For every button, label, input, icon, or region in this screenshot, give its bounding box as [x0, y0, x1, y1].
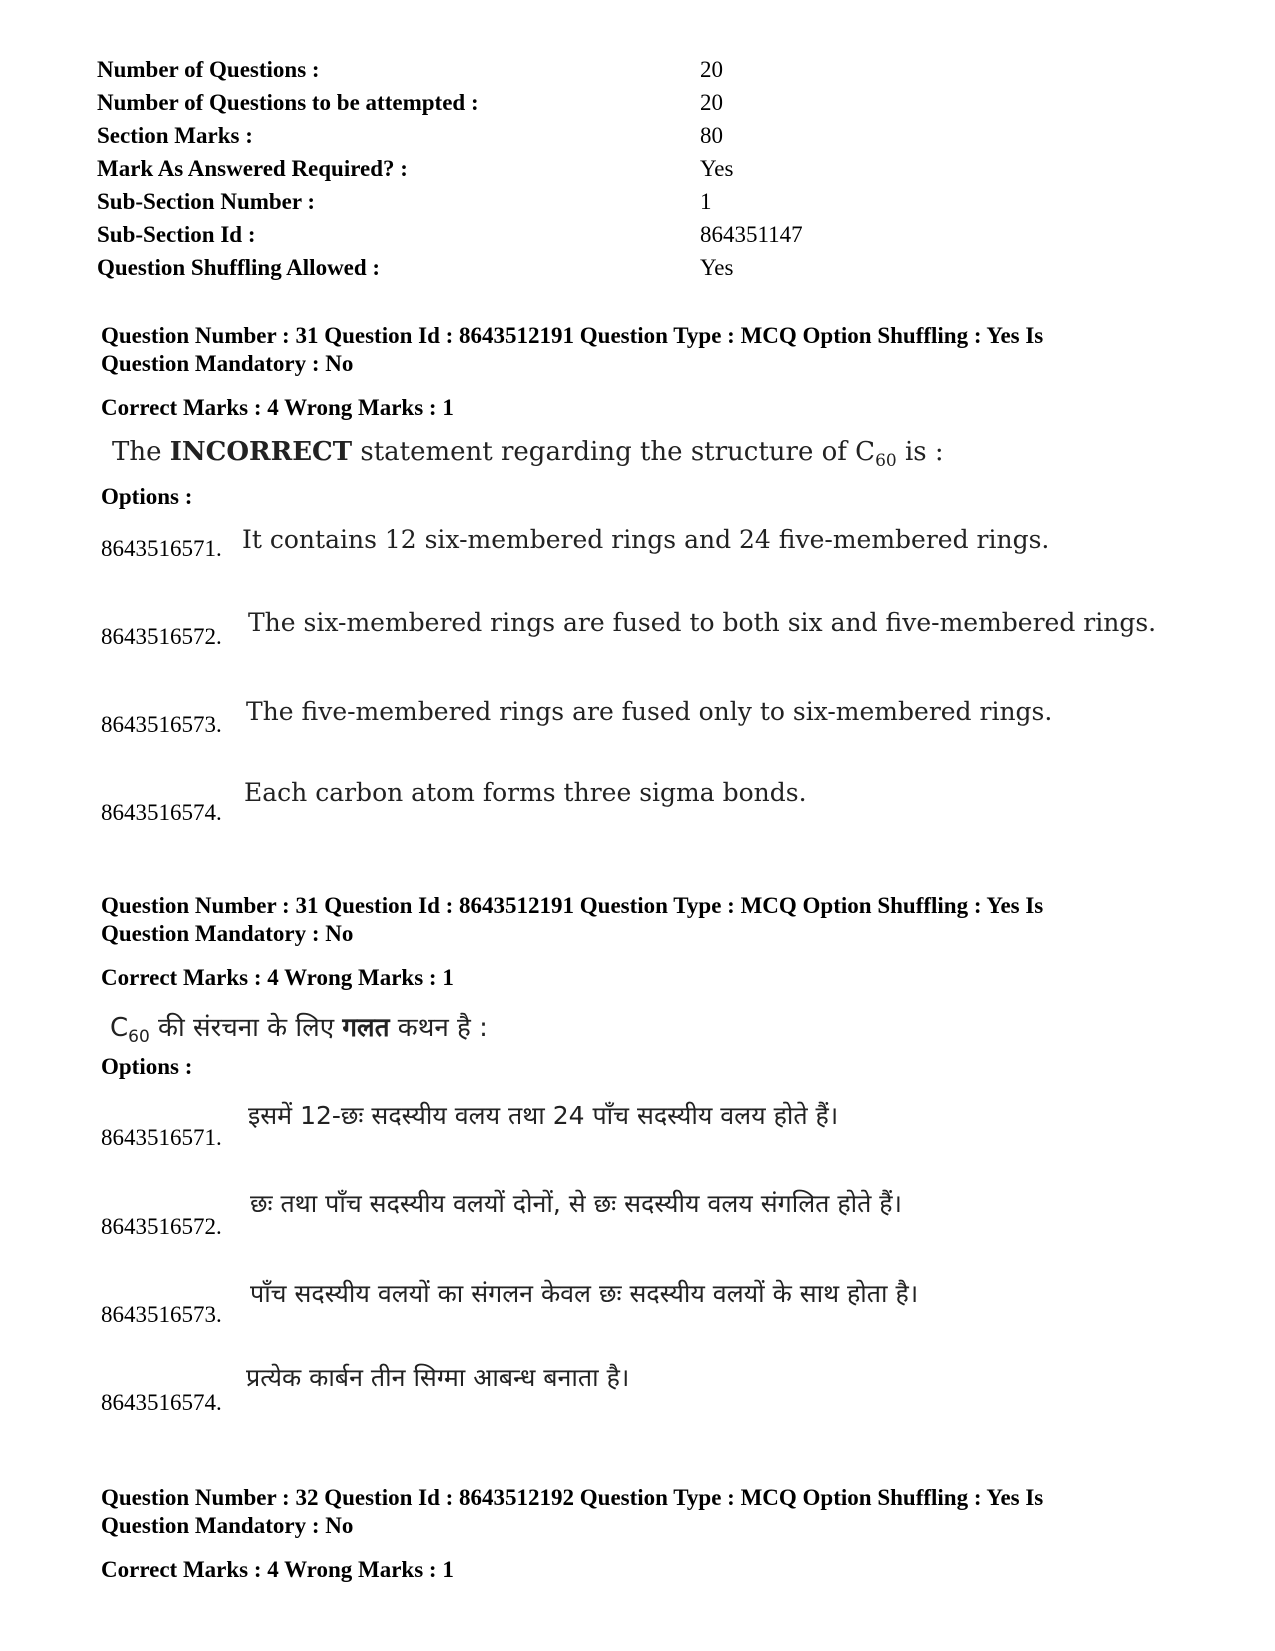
- option-id: 8643516571.: [101, 1125, 222, 1150]
- stem-emphasis: गलत: [342, 1013, 390, 1043]
- option-id: 8643516574.: [101, 1390, 222, 1415]
- question-header: [101, 1484, 1181, 1540]
- stem-text: कथन है :: [389, 1013, 488, 1043]
- option-text: इसमें 12-छः सदस्यीय वलय तथा 24 पाँच सदस्यीय वलय होते हैं।: [248, 1101, 839, 1130]
- option-text: छः तथा पाँच सदस्यीय वलयों दोनों, से छः सदस्यीय वलय संगलित होते हैं।: [250, 1189, 903, 1218]
- info-value-section-marks: 80: [700, 123, 723, 148]
- info-value-mark-answered: Yes: [700, 156, 734, 181]
- info-value-num-questions: 20: [700, 57, 723, 82]
- question-marks: Correct Marks : 4 Wrong Marks : 1: [101, 1557, 454, 1582]
- option-text: पाँच सदस्यीय वलयों का संगलन केवल छः सदस्यीय वलयों के साथ होता है।: [250, 1279, 919, 1308]
- question-header-line1: Question Number : 32 Question Id : 8643512192 Question Type : MCQ Option Shuffling : Yes Is: [101, 1485, 1044, 1510]
- option-id: 8643516572.: [101, 1214, 222, 1239]
- option-id: 8643516573.: [101, 1302, 222, 1327]
- option-id: 8643516573.: [101, 712, 222, 737]
- info-value-subsection-id: 864351147: [700, 222, 803, 247]
- info-label-subsection-number: Sub-Section Number :: [97, 189, 316, 214]
- options-label: Options :: [101, 484, 193, 509]
- question-header-line2: Question Mandatory : No: [101, 1513, 354, 1538]
- stem-text: statement regarding the structure of C: [352, 437, 876, 467]
- question-marks: Correct Marks : 4 Wrong Marks : 1: [101, 965, 454, 990]
- info-label-mark-answered: Mark As Answered Required? :: [97, 156, 408, 181]
- option-text: Each carbon atom forms three sigma bonds.: [244, 778, 807, 807]
- options-label: Options :: [101, 1054, 193, 1079]
- stem-text: The: [112, 437, 170, 467]
- stem-text: की संरचना के लिए: [149, 1013, 343, 1043]
- question-header-line1: Question Number : 31 Question Id : 8643512191 Question Type : MCQ Option Shuffling : Yes Is: [101, 323, 1044, 348]
- option-text: प्रत्येक कार्बन तीन सिग्मा आबन्ध बनाता है।: [246, 1363, 630, 1392]
- info-value-to-attempt: 20: [700, 90, 723, 115]
- option-text: The five-membered rings are fused only to six-membered rings.: [246, 697, 1053, 726]
- stem-emphasis: INCORRECT: [169, 437, 353, 467]
- question-header-line2: Question Mandatory : No: [101, 921, 354, 946]
- stem-subscript: 60: [128, 1027, 150, 1047]
- stem-subscript: 60: [875, 451, 897, 471]
- question-stem: [110, 1008, 488, 1047]
- info-label-num-questions: Number of Questions :: [97, 57, 320, 82]
- question-stem: [112, 437, 944, 471]
- option-id: 8643516574.: [101, 800, 222, 825]
- question-header-line1: Question Number : 31 Question Id : 8643512191 Question Type : MCQ Option Shuffling : Yes Is: [101, 893, 1044, 918]
- info-label-shuffling: Question Shuffling Allowed :: [97, 255, 381, 280]
- option-text: The six-membered rings are fused to both six and five-membered rings.: [248, 608, 1157, 637]
- info-label-to-attempt: Number of Questions to be attempted :: [97, 90, 479, 115]
- stem-text: C: [110, 1013, 129, 1043]
- option-id: 8643516571.: [101, 536, 222, 561]
- stem-text: is :: [896, 437, 944, 467]
- info-label-subsection-id: Sub-Section Id :: [97, 222, 256, 247]
- question-header: [101, 322, 1181, 378]
- info-value-shuffling: Yes: [700, 255, 734, 280]
- option-id: 8643516572.: [101, 624, 222, 649]
- info-value-subsection-number: 1: [700, 189, 712, 214]
- question-header-line2: Question Mandatory : No: [101, 351, 354, 376]
- question-header: [101, 892, 1181, 948]
- info-label-section-marks: Section Marks :: [97, 123, 253, 148]
- question-marks: Correct Marks : 4 Wrong Marks : 1: [101, 395, 454, 420]
- option-text: It contains 12 six-membered rings and 24 five-membered rings.: [242, 525, 1050, 554]
